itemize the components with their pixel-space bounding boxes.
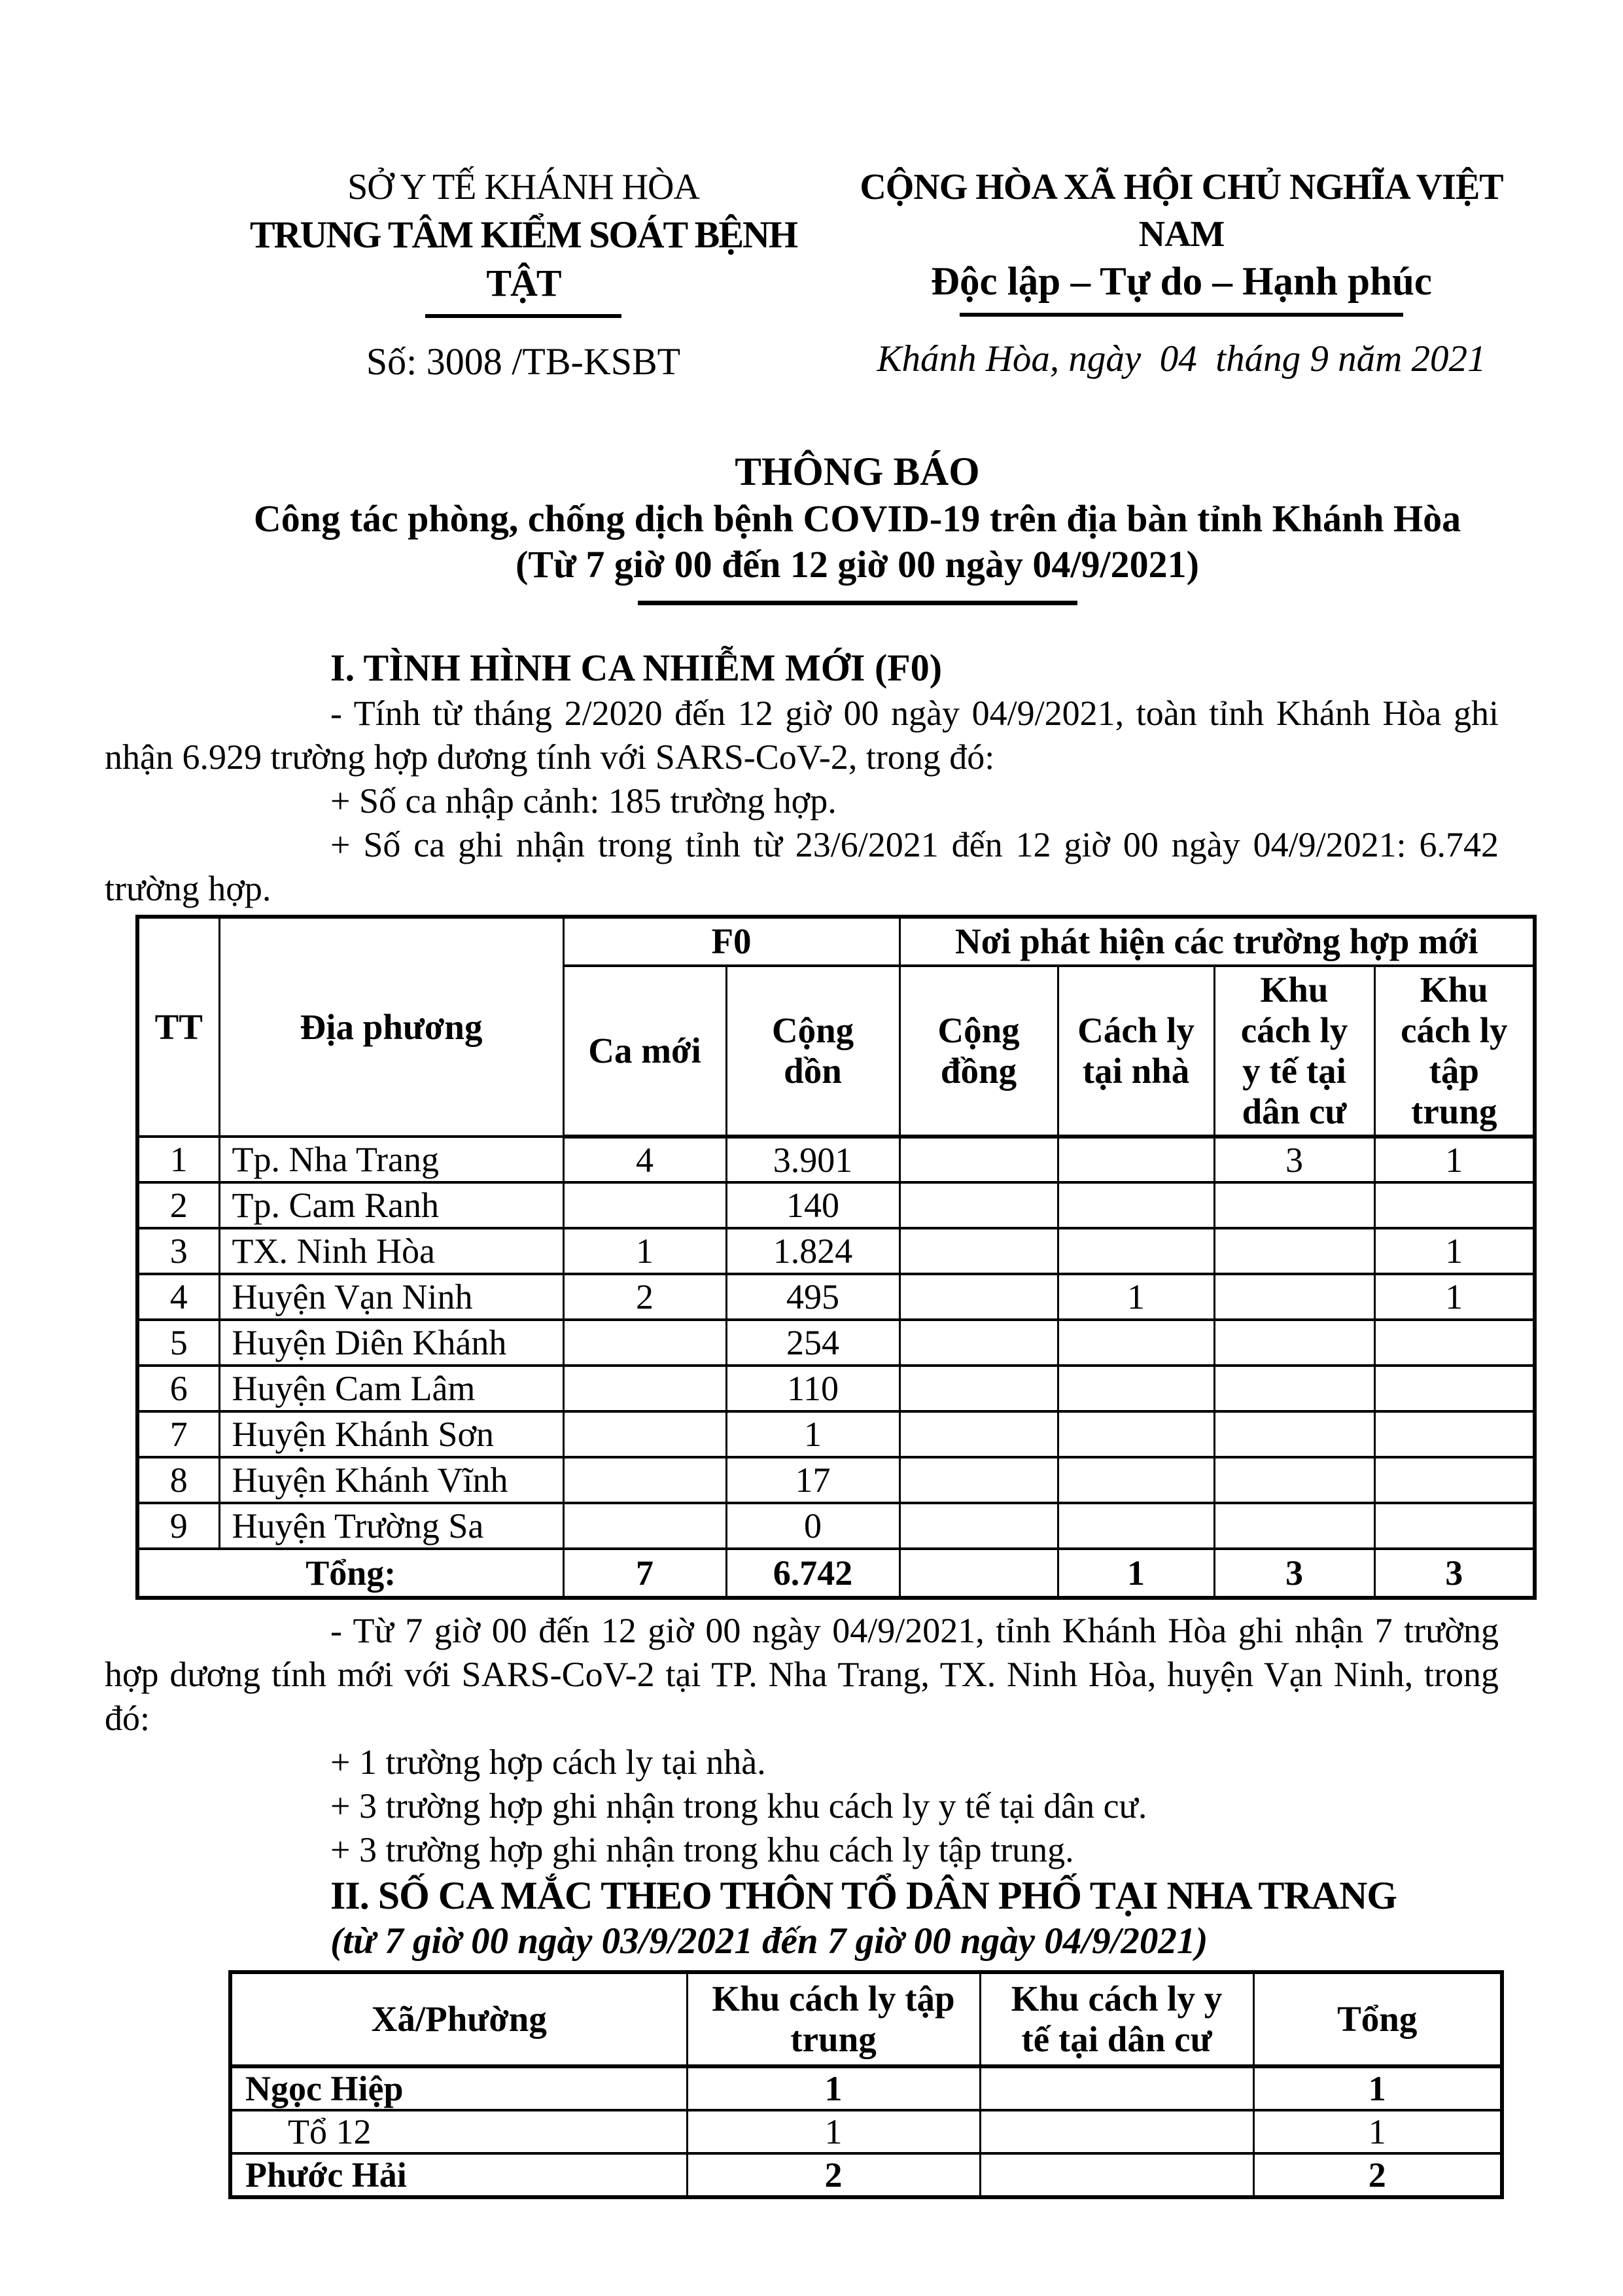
notice-title-block [216,449,1499,605]
cell-cumulative: 0 [726,1503,899,1549]
cell-central-area: 1 [687,2066,980,2110]
col-header-central-quarantine-area: Khu cách ly tập trung [687,1972,980,2066]
cell-home [1058,1411,1214,1457]
national-header-block [828,164,1535,382]
cell-cumulative: 495 [726,1274,899,1320]
cell-home [1058,1320,1214,1366]
cell-medical-area [1214,1366,1374,1411]
cell-locality: TX. Ninh Hòa [219,1228,563,1274]
notice-title: THÔNG BÁO [735,450,980,494]
table-row [137,1366,1535,1411]
cell-new [563,1457,726,1503]
section-1 [105,645,1499,911]
col-header-community: Cộng đồng [899,966,1058,1137]
col-group-detection-place: Nơi phát hiện các trường hợp mới [899,917,1535,966]
cell-central-area: 1 [1374,1228,1535,1274]
cell-locality: Huyện Diên Khánh [219,1320,563,1366]
cell-tt: 8 [137,1457,219,1503]
cell-ward: Phước Hải [230,2153,687,2197]
cell-central-area [1374,1182,1535,1228]
title-rule [638,601,1077,605]
cell-home [1058,1366,1214,1411]
paragraph: + Số ca ghi nhận trong tỉnh từ 23/6/2021 đến 12 giờ 00 ngày 04/9/2021: 6.742 trường hợp. [105,825,1499,908]
cell-community [899,1457,1058,1503]
col-header-tt: TT [137,917,219,1137]
cell-locality: Tp. Cam Ranh [219,1182,563,1228]
table-row [137,1137,1535,1182]
cell-cumulative: 254 [726,1320,899,1366]
cell-central-area: 1 [687,2110,980,2153]
doc-number: Số: 3008 /TB-KSBT [366,340,681,383]
cell-locality: Huyện Trường Sa [219,1503,563,1549]
table-row [137,1411,1535,1457]
cell-central-area: 2 [687,2153,980,2197]
table-row [230,2066,1502,2110]
cell-total-home: 1 [1058,1549,1214,1598]
cell-tt: 3 [137,1228,219,1274]
cell-cumulative: 1 [726,1411,899,1457]
section-2-heading: II. SỐ CA MẮC THEO THÔN TỔ DÂN PHỐ TẠI NHA TRANG [330,1874,1397,1917]
cell-medical-area [980,2153,1253,2197]
cell-tt: 2 [137,1182,219,1228]
cell-home [1058,1182,1214,1228]
table-header-row [230,1972,1502,2066]
country-name: CỘNG HÒA XÃ HỘI CHỦ NGHĨA VIỆT NAM [860,167,1503,255]
cell-home [1058,1457,1214,1503]
table-row [230,2110,1502,2153]
table-row [137,1228,1535,1274]
cell-new: 2 [563,1274,726,1320]
org-name-rule [425,314,621,318]
cell-new [563,1182,726,1228]
cell-new: 4 [563,1137,726,1182]
paragraph: - Tính từ tháng 2/2020 đến 12 giờ 00 ngày 04/9/2021, toàn tỉnh Khánh Hòa ghi nhận 6.929 trường hợp dương tính với SARS-CoV-2, trong đó: [105,694,1499,777]
cell-central-area [1374,1503,1535,1549]
table-row [137,1503,1535,1549]
cell-new [563,1503,726,1549]
cell-medical-area [1214,1182,1374,1228]
col-header-central-quarantine-area: Khu cách ly tập trung [1374,966,1535,1137]
cell-medical-area [1214,1228,1374,1274]
col-header-medical-quarantine-area: Khu cách ly y tế tại dân cư [1214,966,1374,1137]
cell-locality: Huyện Khánh Sơn [219,1411,563,1457]
table-row [137,1457,1535,1503]
cell-central-area: 1 [1374,1274,1535,1320]
cell-tt: 1 [137,1137,219,1182]
col-header-home-quarantine: Cách ly tại nhà [1058,966,1214,1137]
cell-cumulative: 17 [726,1457,899,1503]
cell-home: 1 [1058,1274,1214,1320]
cell-medical-area [1214,1457,1374,1503]
cell-home [1058,1228,1214,1274]
cell-locality: Tp. Nha Trang [219,1137,563,1182]
cell-community [899,1366,1058,1411]
cell-home [1058,1503,1214,1549]
cell-cumulative: 110 [726,1366,899,1411]
cell-total: 1 [1253,2110,1502,2153]
cell-ward: Tổ 12 [230,2110,687,2153]
cell-tt: 9 [137,1503,219,1549]
cell-total-cumulative: 6.742 [726,1549,899,1598]
cell-locality: Huyện Khánh Vĩnh [219,1457,563,1503]
cell-ward: Ngọc Hiệp [230,2066,687,2110]
cell-tt: 6 [137,1366,219,1411]
col-header-cumulative: Cộng dồn [726,966,899,1137]
col-header-medical-quarantine-area: Khu cách ly y tế tại dân cư [980,1972,1253,2066]
notice-subject: Công tác phòng, chống dịch bệnh COVID-19 trên địa bàn tỉnh Khánh Hòa [253,497,1461,540]
section-1-continued [105,1609,1499,1964]
cell-community [899,1503,1058,1549]
table-row [137,1182,1535,1228]
cell-total-new: 7 [563,1549,726,1598]
cell-locality: Huyện Cam Lâm [219,1366,563,1411]
f0-by-locality-table [135,915,1537,1600]
cell-community [899,1411,1058,1457]
document-header [105,164,1503,385]
cell-community [899,1274,1058,1320]
col-group-f0: F0 [563,917,899,966]
cell-total-label: Tổng: [137,1549,563,1598]
table-row [137,1320,1535,1366]
cell-home [1058,1137,1214,1182]
cell-central-area [1374,1457,1535,1503]
col-header-new-cases: Ca mới [563,966,726,1137]
table-total-row [137,1549,1535,1598]
col-header-locality: Địa phương [219,917,563,1137]
cell-new: 1 [563,1228,726,1274]
paragraph: + 3 trường hợp ghi nhận trong khu cách ly tập trung. [330,1830,1074,1869]
paragraph: - Từ 7 giờ 00 đến 12 giờ 00 ngày 04/9/2021, tỉnh Khánh Hòa ghi nhận 7 trường hợp dương tính mới với SARS-CoV-2 tại TP. Nha Trang, TX. Ninh Hòa, huyện Vạn Ninh, trong đó: [105,1611,1499,1738]
cell-central-area [1374,1320,1535,1366]
cell-central-area [1374,1366,1535,1411]
org-parent-name: SỞ Y TẾ KHÁNH HÒA [347,167,699,207]
cell-central-area [1374,1411,1535,1457]
issuing-org-block [229,164,818,385]
cell-medical-area [1214,1503,1374,1549]
cell-medical-area [1214,1274,1374,1320]
cell-medical-area [980,2066,1253,2110]
cell-total-community [899,1549,1058,1598]
national-motto: Độc lập – Tự do – Hạnh phúc [930,260,1432,304]
motto-rule [960,313,1403,317]
section-2-period: (từ 7 giờ 00 ngày 03/9/2021 đến 7 giờ 00 ngày 04/9/2021) [330,1920,1208,1962]
cell-medical-area [1214,1411,1374,1457]
cell-medical-area: 3 [1214,1137,1374,1182]
place-date-line: Khánh Hòa, ngày 04 tháng 9 năm 2021 [877,338,1486,380]
paragraph: + Số ca nhập cảnh: 185 trường hợp. [330,781,837,821]
cell-new [563,1366,726,1411]
cell-total: 1 [1253,2066,1502,2110]
paragraph: + 1 trường hợp cách ly tại nhà. [330,1742,766,1782]
cell-community [899,1182,1058,1228]
cell-medical-area [1214,1320,1374,1366]
table-header-row [137,917,1535,966]
cell-new [563,1411,726,1457]
cell-total-central-area: 3 [1374,1549,1535,1598]
cell-community [899,1320,1058,1366]
cell-medical-area [980,2110,1253,2153]
notice-period: (Từ 7 giờ 00 đến 12 giờ 00 ngày 04/9/2021) [515,543,1199,586]
cell-cumulative: 3.901 [726,1137,899,1182]
org-name: TRUNG TÂM KIỂM SOÁT BỆNH TẬT [249,213,797,304]
col-header-total: Tổng [1253,1972,1502,2066]
cell-community [899,1137,1058,1182]
cell-cumulative: 1.824 [726,1228,899,1274]
section-1-heading: I. TÌNH HÌNH CA NHIỄM MỚI (F0) [330,646,943,689]
cell-community [899,1228,1058,1274]
cell-tt: 7 [137,1411,219,1457]
cell-cumulative: 140 [726,1182,899,1228]
col-header-ward: Xã/Phường [230,1972,687,2066]
cell-total: 2 [1253,2153,1502,2197]
cell-tt: 5 [137,1320,219,1366]
table-row [137,1274,1535,1320]
table-row [230,2153,1502,2197]
cell-total-medical-area: 3 [1214,1549,1374,1598]
paragraph: + 3 trường hợp ghi nhận trong khu cách ly y tế tại dân cư. [330,1786,1147,1826]
cell-locality: Huyện Vạn Ninh [219,1274,563,1320]
cell-new [563,1320,726,1366]
cell-tt: 4 [137,1274,219,1320]
cases-by-ward-table [228,1970,1504,2199]
cell-central-area: 1 [1374,1137,1535,1182]
